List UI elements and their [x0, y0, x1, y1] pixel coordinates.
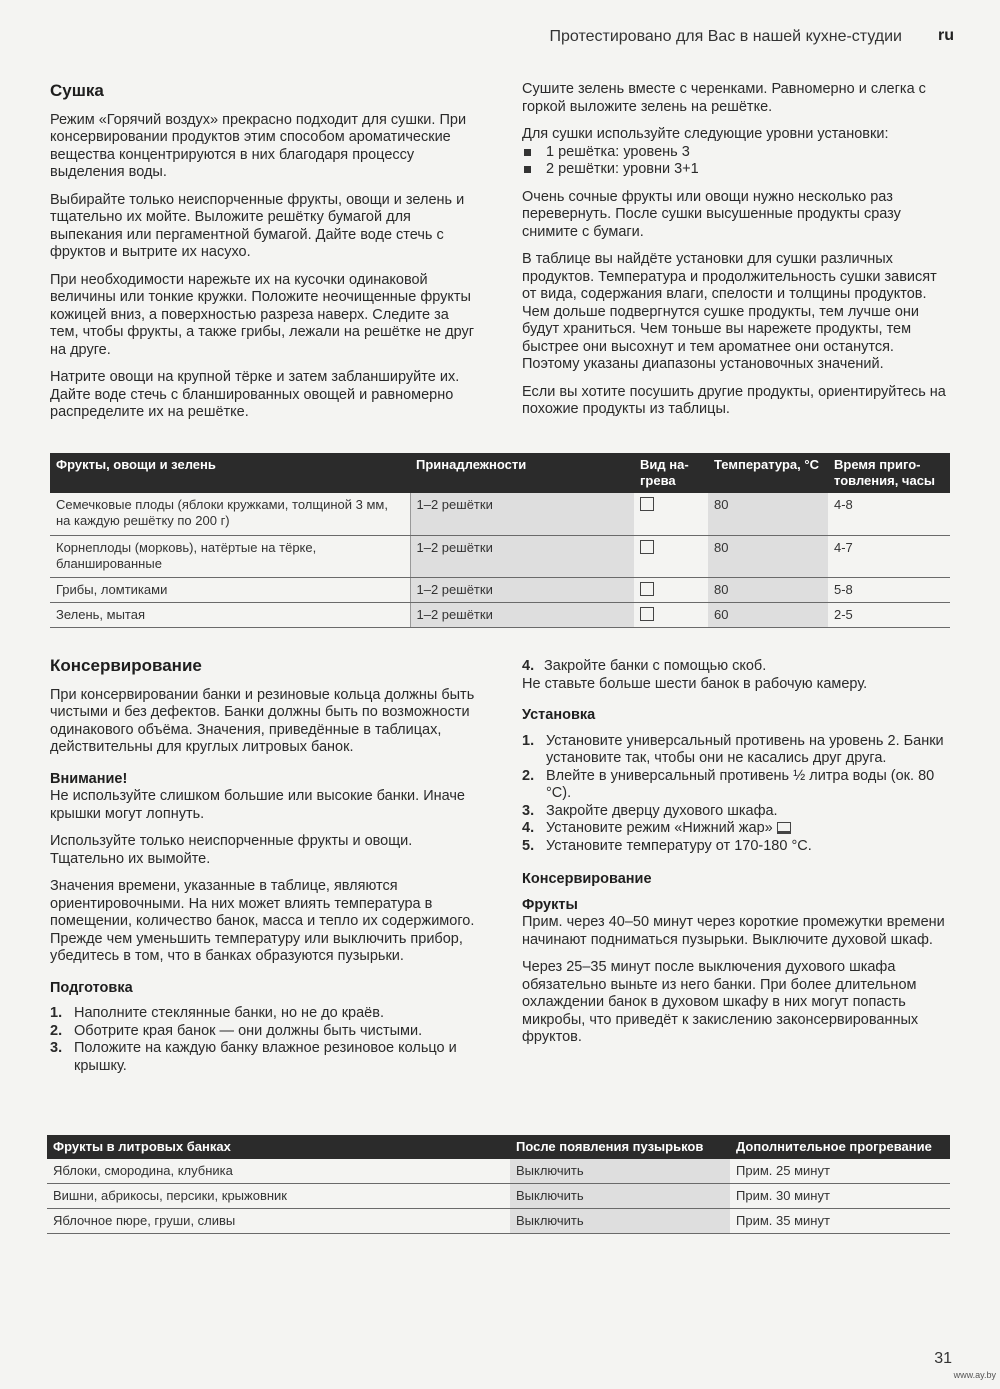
setup-steps	[522, 733, 950, 856]
drying-greens-text: Сушите зелень вместе с черенками. Равномерно и слегка с горкой выложите зелень на решётке.	[522, 81, 926, 115]
level-item: 2 решётки: уровни 3+1	[522, 161, 950, 179]
preparation-steps	[50, 1005, 475, 1075]
canning-paragraph: Используйте только неиспорченные фрукты и овощи. Тщательно их вымойте.	[50, 833, 413, 867]
setup-title: Установка	[522, 707, 596, 723]
drying-juicy-text: Очень сочные фрукты или овощи нужно несколько раз перевернуть. После сушки высушенные продукты сразу снимите с бумаги.	[522, 188, 901, 240]
table-row	[47, 1184, 950, 1209]
preparation-steps-continued	[522, 658, 950, 676]
fruits-paragraph: Через 25–35 минут после выключения духового шкафа обязательно выньте из него банки. При более длительном охлаждении банок в духовом шкафу в них могут попасть микробы, что приведёт к закислению законсервированных фруктов.	[522, 959, 919, 1045]
drying-levels-intro: Для сушки используйте следующие уровни установки:	[522, 126, 889, 142]
list-item: 5. Установите температуру от 170-180 °C.	[522, 837, 812, 854]
food-cell: Корнеплоды (морковь), натёртые на тёрке, бланшированные	[50, 535, 410, 577]
temperature-cell: 80	[708, 535, 828, 577]
table-row	[50, 602, 950, 627]
table-row	[47, 1159, 950, 1184]
drying-title: Сушка	[50, 81, 104, 100]
preparation-title: Подготовка	[50, 979, 133, 996]
list-item: 3. Положите на каждую банку влажное резиновое кольцо и крышку.	[50, 1040, 457, 1074]
drying-paragraph: Натрите овощи на крупной тёрке и затем забланшируйте их. Дайте воде стечь с бланшированных овощей и равномерно распределите их на решётке.	[50, 369, 460, 420]
list-item: 2. Оботрите края банок — они должны быть чистыми.	[50, 1022, 423, 1039]
bottom-heat-icon	[777, 822, 791, 834]
column-header: Фрукты, овощи и зелень	[50, 453, 410, 493]
food-cell: Вишни, абрикосы, персики, крыжовник	[47, 1184, 510, 1209]
drying-table-header	[50, 453, 950, 493]
column-header: Вид на-грева	[634, 453, 708, 493]
table-row	[50, 577, 950, 602]
column-header: Температура, °C	[708, 453, 828, 493]
canning-subtitle: Консервирование	[522, 871, 652, 887]
food-cell: Грибы, ломтиками	[50, 577, 410, 602]
table-row	[50, 535, 950, 577]
time-cell: 4-7	[828, 535, 950, 577]
column-header: Принадлежности	[410, 453, 634, 493]
time-cell: 4-8	[828, 493, 950, 535]
list-item: 1. Установите универсальный противень на уровень 2. Банки установите так, чтобы они не касались друг друга.	[522, 732, 944, 766]
food-cell: Яблоки, смородина, клубника	[47, 1159, 510, 1184]
canning-right-column	[522, 658, 950, 1057]
food-cell: Семечковые плоды (яблоки кружками, толщиной 3 мм, на каждую решётку по 200 г)	[50, 493, 410, 535]
list-item: 2. Влейте в универсальный противень ½ литра воды (ок. 80 °C).	[522, 767, 935, 801]
drying-paragraph: Режим «Горячий воздух» прекрасно подходит для сушки. При консервировании продуктов этим способом ароматические вещества концентрируются в них благодаря процессу выделения воды.	[50, 111, 467, 180]
drying-paragraph: При необходимости нарежьте их на кусочки одинаковой величины или тонкие кружки. Положите неочищенные фрукты кожицей вниз, а поверхностью разреза наверх. Следите за тем, чтобы фрукты, а также грибы, лежали на решётке не друг на друге.	[50, 271, 475, 358]
hot-air-icon	[640, 540, 654, 554]
after-bubbles-cell: Выключить	[510, 1159, 730, 1184]
accessory-cell: 1–2 решётки	[410, 577, 634, 602]
running-header-title: Протестировано для Вас в нашей кухне-студии	[549, 28, 902, 45]
list-item: 1. Наполните стеклянные банки, но не до краёв.	[50, 1005, 384, 1021]
hot-air-icon	[640, 497, 654, 511]
after-bubbles-cell: Выключить	[510, 1184, 730, 1209]
drying-table	[50, 453, 950, 628]
drying-levels-list	[522, 144, 950, 179]
heating-cell	[634, 602, 708, 627]
hot-air-icon	[640, 607, 654, 621]
drying-right-column	[522, 81, 950, 429]
after-bubbles-cell: Выключить	[510, 1209, 730, 1234]
drying-table-intro: В таблице вы найдёте установки для сушки различных продуктов. Температура и продолжительность сушки зависят от вида, содержания влаги, спелости и толщины продуктов. Чем дольше подвергнутся сушке продукты, тем лучше они будут храниться. Чем тоньше вы нарежете продукты, тем быстрее они высохнут и тем ароматнее они останутся. Поэтому указаны диапазоны установочных значений.	[522, 251, 937, 372]
extra-heating-cell: Прим. 30 минут	[730, 1184, 950, 1209]
watermark: www.ay.by	[953, 1370, 996, 1380]
accessory-cell: 1–2 решётки	[410, 535, 634, 577]
column-header: После появления пузырьков	[510, 1135, 730, 1159]
food-cell: Яблочное пюре, груши, сливы	[47, 1209, 510, 1234]
list-item: 4. Закройте банки с помощью скоб.	[522, 658, 767, 674]
column-header: Время приго-товления, часы	[828, 453, 950, 493]
warning-text: Не используйте слишком большие или высокие банки. Иначе крышки могут лопнуть.	[50, 788, 465, 822]
fruits-paragraph: Прим. через 40–50 минут через короткие промежутки времени начинают подниматься пузырьки. Выключите духовой шкаф.	[522, 914, 945, 948]
extra-heating-cell: Прим. 35 минут	[730, 1209, 950, 1234]
heating-cell	[634, 493, 708, 535]
canning-title: Консервирование	[50, 656, 202, 675]
temperature-cell: 80	[708, 577, 828, 602]
jar-limit-note: Не ставьте больше шести банок в рабочую камеру.	[522, 675, 868, 692]
accessory-cell: 1–2 решётки	[410, 493, 634, 535]
table-row	[50, 493, 950, 535]
canning-left-column	[50, 657, 475, 1085]
warning-title: Внимание!	[50, 770, 128, 787]
temperature-cell: 60	[708, 602, 828, 627]
food-cell: Зелень, мытая	[50, 602, 410, 627]
column-header: Дополнительное прогревание	[730, 1135, 950, 1159]
temperature-cell: 80	[708, 493, 828, 535]
canning-intro: При консервировании банки и резиновые кольца должны быть чистыми и без дефектов. Банки должны быть по возможности одинакового объёма. Значения, приведённые в таблицах, действительны для круглых литровых банок.	[50, 686, 475, 755]
heating-cell	[634, 535, 708, 577]
language-code: ru	[938, 27, 954, 44]
canning-table	[47, 1135, 950, 1234]
drying-paragraph: Выбирайте только неиспорченные фрукты, овощи и зелень и тщательно их мойте. Выложите решётку бумагой для выпекания или пергаментной бумагой. Дайте воде стечь с фруктов и вытрите их насухо.	[50, 191, 465, 260]
accessory-cell: 1–2 решётки	[410, 602, 634, 627]
time-cell: 2-5	[828, 602, 950, 627]
column-header: Фрукты в литровых банках	[47, 1135, 510, 1159]
drying-other-products: Если вы хотите посушить другие продукты, ориентируйтесь на похожие продукты из таблицы.	[522, 383, 946, 417]
drying-left-column	[50, 82, 475, 432]
level-item: 1 решётка: уровень 3	[522, 144, 950, 162]
time-cell: 5-8	[828, 577, 950, 602]
list-item: 3. Закройте дверцу духового шкафа.	[522, 802, 778, 819]
table-row	[47, 1209, 950, 1234]
page-number: 31	[934, 1350, 952, 1367]
canning-table-header	[47, 1135, 950, 1159]
canning-paragraph: Значения времени, указанные в таблице, являются ориентировочными. На них может влиять температура в помещении, количество банок, масса и тепло их содержимого. Прежде чем уменьшить температуру или выключить прибор, убедитесь в том, что в банках образуются пузырьки.	[50, 878, 475, 964]
hot-air-icon	[640, 582, 654, 596]
list-item: 4. Установите режим «Нижний жар»	[522, 820, 950, 838]
heating-cell	[634, 577, 708, 602]
extra-heating-cell: Прим. 25 минут	[730, 1159, 950, 1184]
fruits-title: Фрукты	[522, 896, 578, 913]
